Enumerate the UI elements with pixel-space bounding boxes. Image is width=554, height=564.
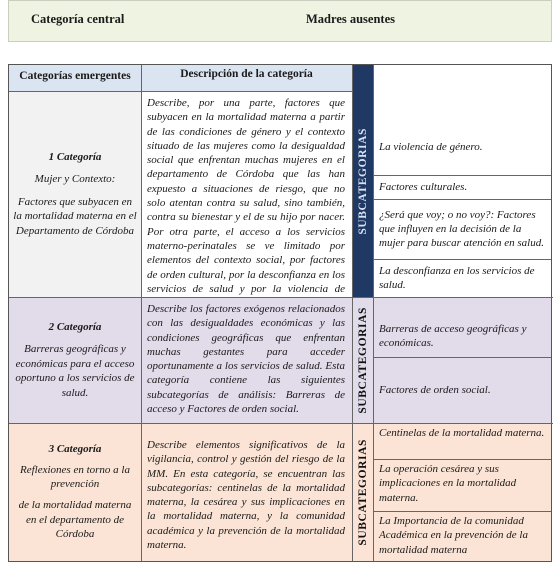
row2-body: Barreras geográficas y económicas para el acceso oportuno a los servicios de salud. — [15, 343, 135, 399]
row1-description: Describe, por una parte, factores que subyacen en la mortalidad materna a partir de las condiciones de género y el contexto situado de las mujeres como la desigualdad social que enfrentan muchas mujeres en el departamento de Córdoba que las han expuesto a situaciones de riesgo, que no solo atentan contra su salud, sino también, contra su bienestar y el de su hijo por nacer. Por otra parte, el acceso a los servicios materno-perinatales se ve limitado por elementos del contexto social, por factores de orden cultural, por la desconfianza en los servicios de salud y por la violencia de — [147, 97, 345, 295]
row3-description: Describe elementos significativos de la vigilancia, control y gestión del riesgo de la MM. En esta categoría, se encuentran las subcategorías: centinelas de la mortalidad materna, la cesárea y sus implicaciones en la mortalidad materna, y la comunidad académica y la prevención de la mortalidad materna. — [147, 439, 345, 552]
subcategories-vertical-label: SUBCATEGORIAS — [356, 306, 369, 414]
grid-line — [373, 511, 551, 512]
row2-description: Describe los factores exógenos relacionados con las desigualdades económicas y las condiciones geográficas que enfrentan muchas gestantes para acceder oportunamente a los servicios de salud. Esta categoría contiene las siguientes subcategorías de análisis: Barreras de acceso y Factores de orden social. — [147, 303, 345, 416]
subcategories-band-3 — [352, 423, 373, 561]
central-category-value: Madres ausentes — [306, 12, 396, 26]
grid-line — [141, 65, 142, 561]
row2-subcategory-1: Barreras de acceso geográficas y económicas. — [379, 322, 527, 349]
row2-emergent-cell — [9, 297, 141, 423]
grid-line — [373, 199, 551, 200]
subcategories-vertical-label: SUBCATEGORIAS — [356, 127, 369, 235]
row1-title: 1 Categoría — [48, 150, 102, 163]
row3-title: 3 Categoría — [48, 443, 102, 456]
row2-title: 2 Categoría — [48, 320, 102, 333]
subcategories-band-2 — [352, 297, 373, 423]
row3-emergent-cell — [9, 423, 141, 561]
subcategories-vertical-label: SUBCATEGORIAS — [356, 438, 369, 546]
categories-table — [8, 64, 552, 562]
row3-subcategory-2: La operación cesárea y sus implicaciones en la mortalidad materna. — [379, 463, 517, 504]
col-header-emergent: Categorías emergentes — [19, 70, 131, 82]
row1-subcategory-3: ¿Será que voy; o no voy?: Factores que influyen en la decisión de la mujer para buscar atención en salud. — [379, 208, 544, 250]
grid-line — [9, 297, 553, 298]
grid-line — [352, 65, 353, 561]
grid-line — [9, 423, 553, 424]
row3-subtitle: Reflexiones en torno a la prevención — [20, 463, 130, 491]
row2-subcategory-2: Factores de orden social. — [379, 383, 491, 396]
subcategories-band-1 — [352, 65, 373, 297]
row1-subcategory-4: La desconfianza en los servicios de salud. — [379, 264, 535, 291]
grid-line — [373, 175, 551, 176]
central-category-header — [8, 0, 552, 42]
row1-subcategory-1: La violencia de género. — [379, 140, 483, 153]
grid-line — [373, 259, 551, 260]
row1-emergent-cell — [9, 91, 141, 297]
row1-subcategory-2: Factores culturales. — [379, 180, 468, 193]
central-category-label: Categoría central — [31, 12, 125, 26]
row3-body: de la mortalidad materna en el departamento de Córdoba — [18, 499, 132, 541]
col-header-description: Descripción de la categoría — [180, 68, 313, 80]
grid-line — [373, 357, 551, 358]
row3-subcategory-1: Centinelas de la mortalidad materna. — [379, 427, 545, 439]
row1-body: Factores que subyacen en la mortalidad materna en el Departamento de Córdoba — [13, 195, 137, 237]
row1-subtitle: Mujer y Contexto: — [34, 173, 116, 186]
grid-line — [373, 65, 374, 561]
row3-subcategory-3: La Importancia de la comunidad Académica en la prevención de la mortalidad materna — [379, 515, 528, 556]
grid-line — [9, 91, 352, 92]
grid-line — [373, 459, 551, 460]
